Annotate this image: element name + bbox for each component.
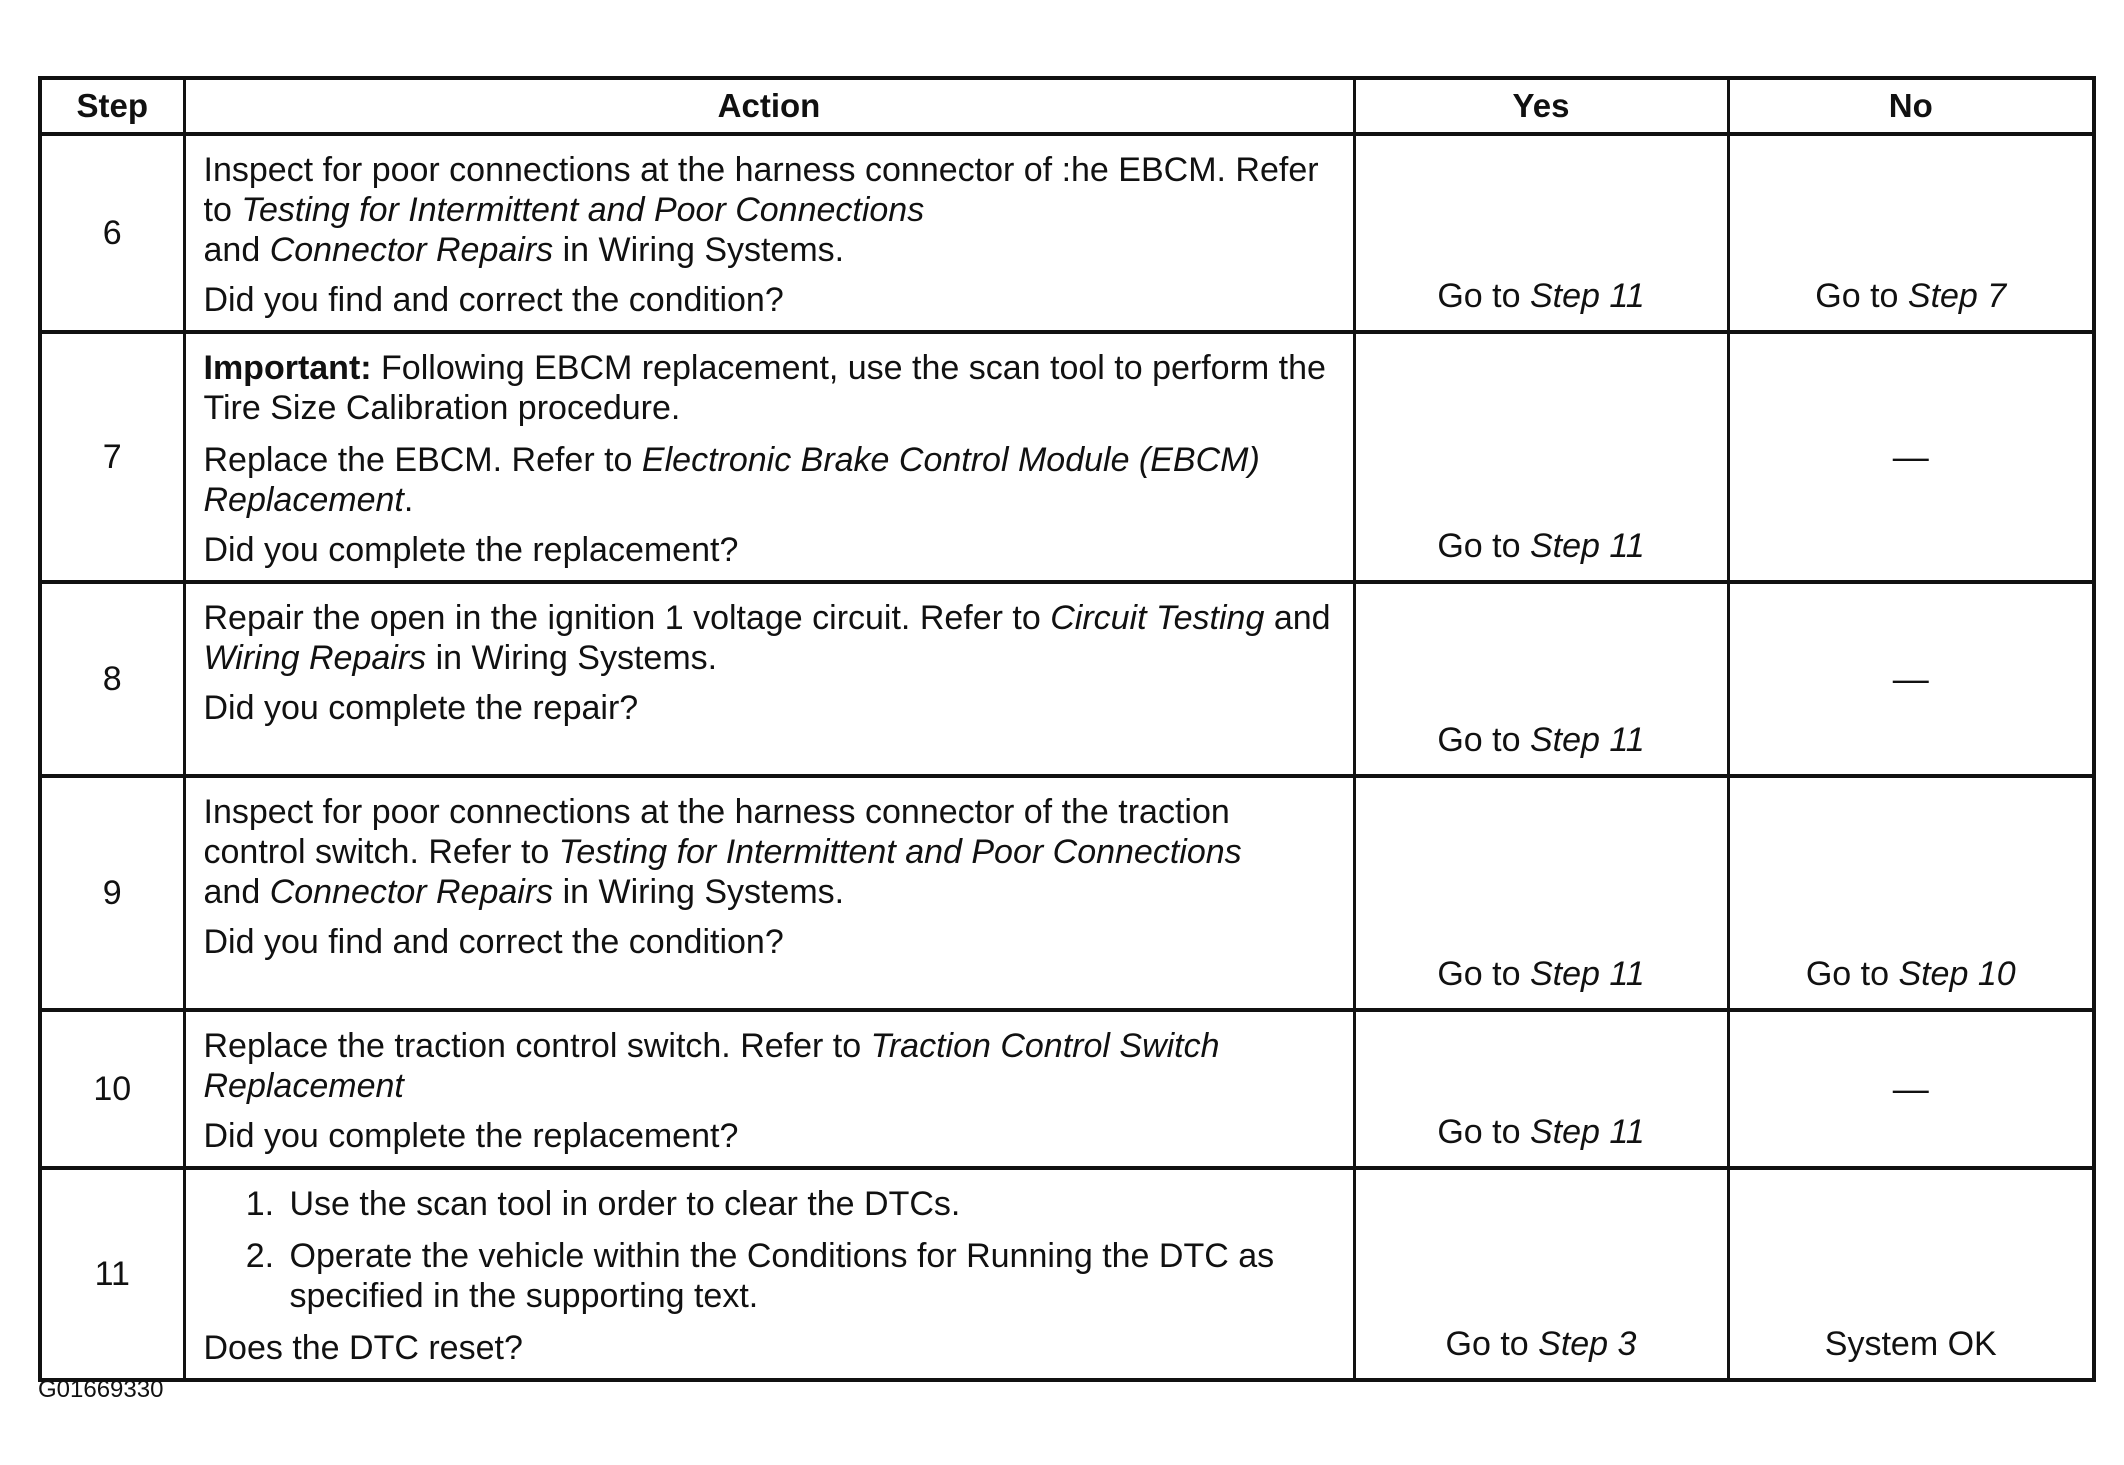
reference-link: Electronic Brake Control Module (EBCM) Replacement — [203, 441, 1260, 519]
step-number: 6 — [40, 134, 184, 332]
reference-link: Wiring Repairs — [203, 639, 427, 677]
important-note: Important: Following EBCM replacement, use the scan tool to perform the Tire Size Calibration procedure. — [203, 349, 1326, 427]
list-item: 2. Operate the vehicle within the Conditions for Running the DTC as specified in the supporting text. — [284, 1236, 1335, 1316]
action-question: Did you find and correct the condition? — [203, 923, 784, 961]
list-item: 1. Use the scan tool in order to clear the DTCs. — [284, 1184, 1335, 1224]
header-step: Step — [40, 78, 184, 134]
reference-link: Circuit Testing — [1050, 599, 1265, 637]
yes-cell: Go to Step 3 — [1354, 1168, 1728, 1380]
table-row — [40, 776, 2094, 1010]
action-question: Does the DTC reset? — [203, 1329, 523, 1367]
table-row — [40, 1010, 2094, 1168]
step-number: 8 — [40, 582, 184, 776]
goto-step: Step 7 — [1907, 277, 2007, 315]
goto-step: Step 11 — [1529, 721, 1645, 759]
no-cell: Go to Step 10 — [1728, 776, 2094, 1010]
action-text: Replace the EBCM. Refer to Electronic Brake Control Module (EBCM) Replacement. — [203, 441, 1260, 519]
no-cell — [1728, 582, 2094, 776]
dash-mark: — — [1892, 1068, 1929, 1109]
reference-link: Connector Repairs — [269, 231, 554, 269]
table-row — [40, 332, 2094, 582]
action-question: Did you find and correct the condition? — [203, 281, 784, 319]
no-cell — [1728, 332, 2094, 582]
action-text: Replace the traction control switch. Refer to Traction Control Switch Replacement — [203, 1027, 1220, 1105]
action-cell — [184, 776, 1354, 1010]
action-question: Did you complete the replacement? — [203, 531, 739, 569]
important-label: Important: — [203, 349, 372, 387]
goto-step: Step 11 — [1529, 277, 1645, 315]
step-number: 7 — [40, 332, 184, 582]
reference-link: Testing for Intermittent and Poor Connections — [241, 191, 925, 229]
diagnostic-table — [38, 76, 2096, 1382]
goto-step: Step 3 — [1538, 1325, 1637, 1363]
step-number: 9 — [40, 776, 184, 1010]
header-yes: Yes — [1354, 78, 1728, 134]
no-cell: Go to Step 7 — [1728, 134, 2094, 332]
header-no: No — [1728, 78, 2094, 134]
step-number: 11 — [40, 1168, 184, 1380]
dash-mark: — — [1892, 436, 1929, 477]
action-text: Inspect for poor connections at the harness connector of the traction control switch. Refer to Testing for Intermittent and Poor Connections and Connector Repairs in Wiring Systems. — [203, 793, 1242, 911]
action-cell — [184, 332, 1354, 582]
goto-step: Step 11 — [1529, 955, 1645, 993]
action-cell — [184, 582, 1354, 776]
goto-step: Step 11 — [1529, 527, 1645, 565]
action-question: Did you complete the replacement? — [203, 1117, 739, 1155]
action-text: Inspect for poor connections at the harness connector of :he EBCM. Refer to Testing for Intermittent and Poor Connections and Connector Repairs in Wiring Systems. — [203, 151, 1319, 269]
yes-cell: Go to Step 11 — [1354, 776, 1728, 1010]
goto-step: Step 11 — [1529, 1113, 1645, 1151]
reference-link: Traction Control Switch Replacement — [203, 1027, 1220, 1105]
goto-step: Step 10 — [1898, 955, 2016, 993]
yes-cell: Go to Step 11 — [1354, 1010, 1728, 1168]
table-row — [40, 134, 2094, 332]
yes-cell: Go to Step 11 — [1354, 134, 1728, 332]
table-row — [40, 582, 2094, 776]
procedure-list — [204, 1184, 1335, 1328]
reference-link: Testing for Intermittent and Poor Connections — [558, 833, 1242, 871]
step-number: 10 — [40, 1010, 184, 1168]
table-row — [40, 1168, 2094, 1380]
figure-id: G01669330 — [38, 1376, 164, 1403]
action-cell — [184, 1168, 1354, 1380]
yes-cell: Go to Step 11 — [1354, 582, 1728, 776]
action-text: Repair the open in the ignition 1 voltage circuit. Refer to Circuit Testing and Wiring Repairs in Wiring Systems. — [203, 599, 1331, 677]
no-cell — [1728, 1010, 2094, 1168]
header-row — [40, 78, 2094, 134]
dash-mark: — — [1892, 658, 1929, 699]
no-cell — [1728, 1168, 2094, 1380]
result-text: System OK — [1824, 1325, 1997, 1363]
header-action: Action — [184, 78, 1354, 134]
action-cell — [184, 134, 1354, 332]
reference-link: Connector Repairs — [269, 873, 554, 911]
yes-cell: Go to Step 11 — [1354, 332, 1728, 582]
action-cell — [184, 1010, 1354, 1168]
action-question: Did you complete the repair? — [203, 689, 639, 727]
